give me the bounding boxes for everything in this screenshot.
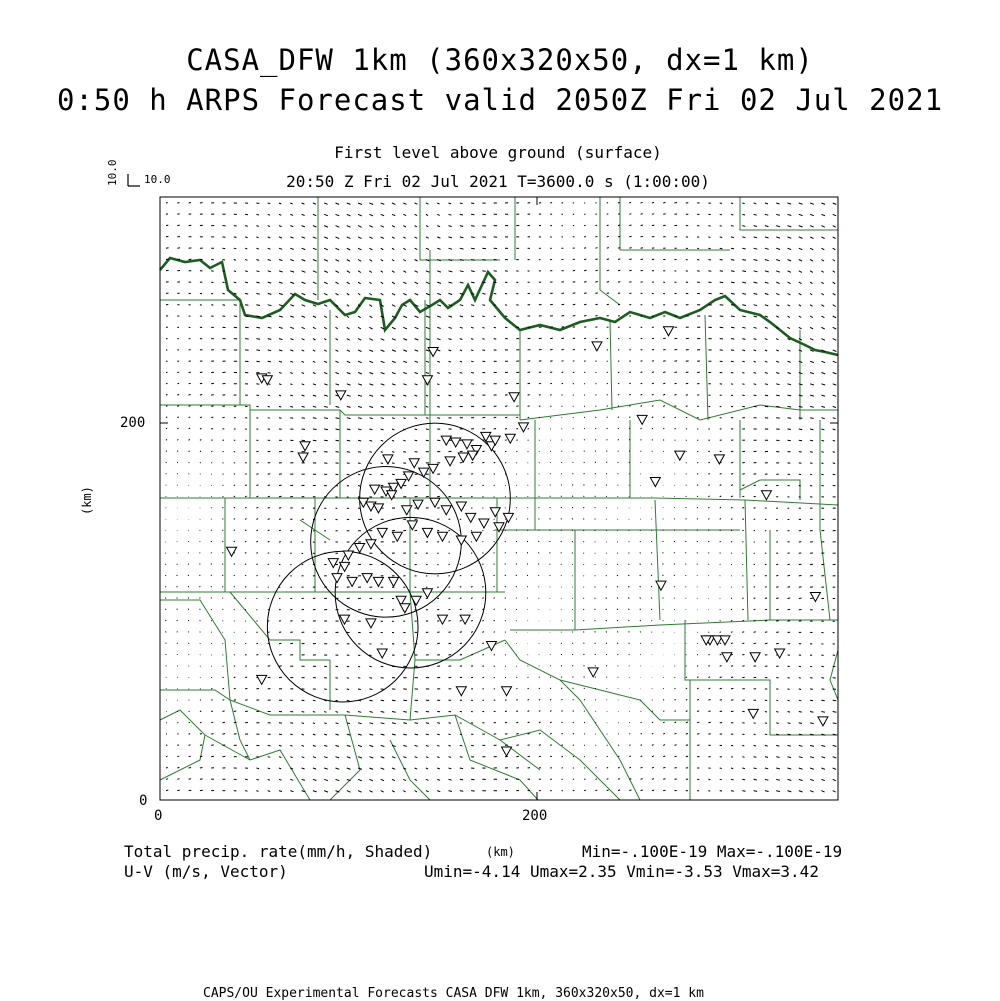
station-marker xyxy=(490,508,500,517)
station-marker xyxy=(347,577,357,586)
county-line xyxy=(745,500,748,620)
station-marker xyxy=(650,478,660,487)
station-marker xyxy=(722,653,732,662)
station-marker xyxy=(456,687,466,696)
station-marker xyxy=(413,500,423,509)
station-marker xyxy=(518,423,528,432)
county-line xyxy=(510,620,838,630)
station-marker xyxy=(750,653,760,662)
station-marker xyxy=(373,577,383,586)
station-marker xyxy=(389,577,399,586)
station-marker xyxy=(664,327,674,336)
station-marker xyxy=(328,559,338,568)
county-line xyxy=(705,315,708,420)
county-line xyxy=(420,197,500,260)
y-axis-unit: (km) xyxy=(80,486,94,515)
station-marker xyxy=(370,485,380,494)
station-marker xyxy=(458,453,468,462)
station-marker xyxy=(460,615,470,624)
county-line xyxy=(740,197,838,230)
station-marker xyxy=(502,747,512,756)
station-marker xyxy=(471,532,481,541)
station-marker xyxy=(400,604,410,613)
station-marker xyxy=(383,455,393,464)
station-marker xyxy=(761,491,771,500)
station-marker xyxy=(355,543,365,552)
wind-vectors xyxy=(165,202,836,792)
station-marker xyxy=(300,442,310,451)
county-line xyxy=(505,640,640,800)
county-line xyxy=(740,480,800,500)
station-marker xyxy=(262,376,272,385)
county-line xyxy=(160,690,410,720)
county-line xyxy=(820,530,830,620)
station-marker xyxy=(392,532,402,541)
county-line xyxy=(520,400,838,420)
time-subtitle: 20:50 Z Fri 02 Jul 2021 T=3600.0 s (1:00:00) xyxy=(286,172,710,191)
station-marker xyxy=(748,709,758,718)
county-line xyxy=(610,320,612,410)
station-marker xyxy=(810,592,820,601)
x-axis-unit: (km) xyxy=(486,845,515,859)
station-marker xyxy=(456,502,466,511)
county-line xyxy=(230,592,330,660)
station-marker xyxy=(419,468,429,477)
county-line xyxy=(500,730,620,800)
station-marker xyxy=(675,451,685,460)
station-marker xyxy=(451,438,461,447)
station-marker xyxy=(430,498,440,507)
level-subtitle: First level above ground (surface) xyxy=(334,143,662,162)
wind-vector-field xyxy=(165,202,836,792)
station-marker xyxy=(775,649,785,658)
precip-stats: Min=-.100E-19 Max=-.100E-19 xyxy=(582,842,843,861)
station-marker xyxy=(462,440,472,449)
station-marker xyxy=(479,519,489,528)
y-tick-0: 0 xyxy=(139,793,148,809)
station-marker xyxy=(592,342,602,351)
station-marker xyxy=(468,451,478,460)
station-marker xyxy=(720,636,730,645)
station-marker xyxy=(362,574,372,583)
station-marker xyxy=(409,459,419,468)
station-marker xyxy=(637,415,647,424)
y-tick-200: 200 xyxy=(120,415,146,431)
county-boundaries xyxy=(160,197,838,800)
county-line xyxy=(455,715,538,800)
station-marker xyxy=(466,513,476,522)
title-line-2: 0:50 h ARPS Forecast valid 2050Z Fri 02 Jul 2021 xyxy=(56,83,944,117)
station-marker xyxy=(422,376,432,385)
station-marker xyxy=(438,532,448,541)
station-marker xyxy=(340,562,350,571)
vector-stats: Umin=-4.14 Umax=2.35 Vmin=-3.53 Vmax=3.42 xyxy=(424,862,819,881)
station-marker xyxy=(445,457,455,466)
station-marker xyxy=(486,641,496,650)
county-line xyxy=(600,197,620,305)
county-line xyxy=(205,735,310,800)
station-marker xyxy=(509,393,519,402)
station-marker xyxy=(441,506,451,515)
station-marker xyxy=(377,528,387,537)
x-tick-200: 200 xyxy=(522,808,548,824)
credit-line: CAPS/OU Experimental Forecasts CASA DFW 1km, 360x320x50, dx=1 km xyxy=(203,986,704,1001)
station-marker xyxy=(438,615,448,624)
station-marker xyxy=(407,521,417,530)
station-marker xyxy=(377,649,387,658)
county-line xyxy=(655,500,660,620)
x-tick-0: 0 xyxy=(154,808,163,824)
station-marker xyxy=(227,547,237,556)
vector-label: U-V (m/s, Vector) xyxy=(124,862,288,881)
station-marker xyxy=(714,455,724,464)
station-marker xyxy=(366,540,376,549)
state-border xyxy=(160,258,838,355)
station-marker xyxy=(588,668,598,677)
station-marker xyxy=(332,574,342,583)
station-marker xyxy=(503,513,513,522)
county-line xyxy=(330,715,360,800)
state-border-line xyxy=(160,258,838,355)
county-line xyxy=(830,650,838,700)
station-marker xyxy=(656,581,666,590)
vector-key-vertical-label: 10.0 xyxy=(106,159,119,186)
station-marker xyxy=(818,717,828,726)
vector-key-horizontal-label: 10.0 xyxy=(144,173,171,186)
station-marker xyxy=(422,589,432,598)
precip-label: Total precip. rate(mm/h, Shaded) xyxy=(124,842,433,861)
county-line xyxy=(530,498,838,505)
station-marker xyxy=(502,687,512,696)
station-marker xyxy=(257,675,267,684)
station-marker xyxy=(411,596,421,605)
county-line xyxy=(160,300,240,315)
title-line-1: CASA_DFW 1km (360x320x50, dx=1 km) xyxy=(186,43,814,77)
county-line xyxy=(390,740,430,800)
county-line xyxy=(160,600,230,700)
vector-key-icon xyxy=(128,174,140,186)
station-marker xyxy=(422,528,432,537)
county-line xyxy=(620,197,730,250)
station-marker xyxy=(366,619,376,628)
station-marker xyxy=(298,453,308,462)
station-marker xyxy=(505,434,515,443)
